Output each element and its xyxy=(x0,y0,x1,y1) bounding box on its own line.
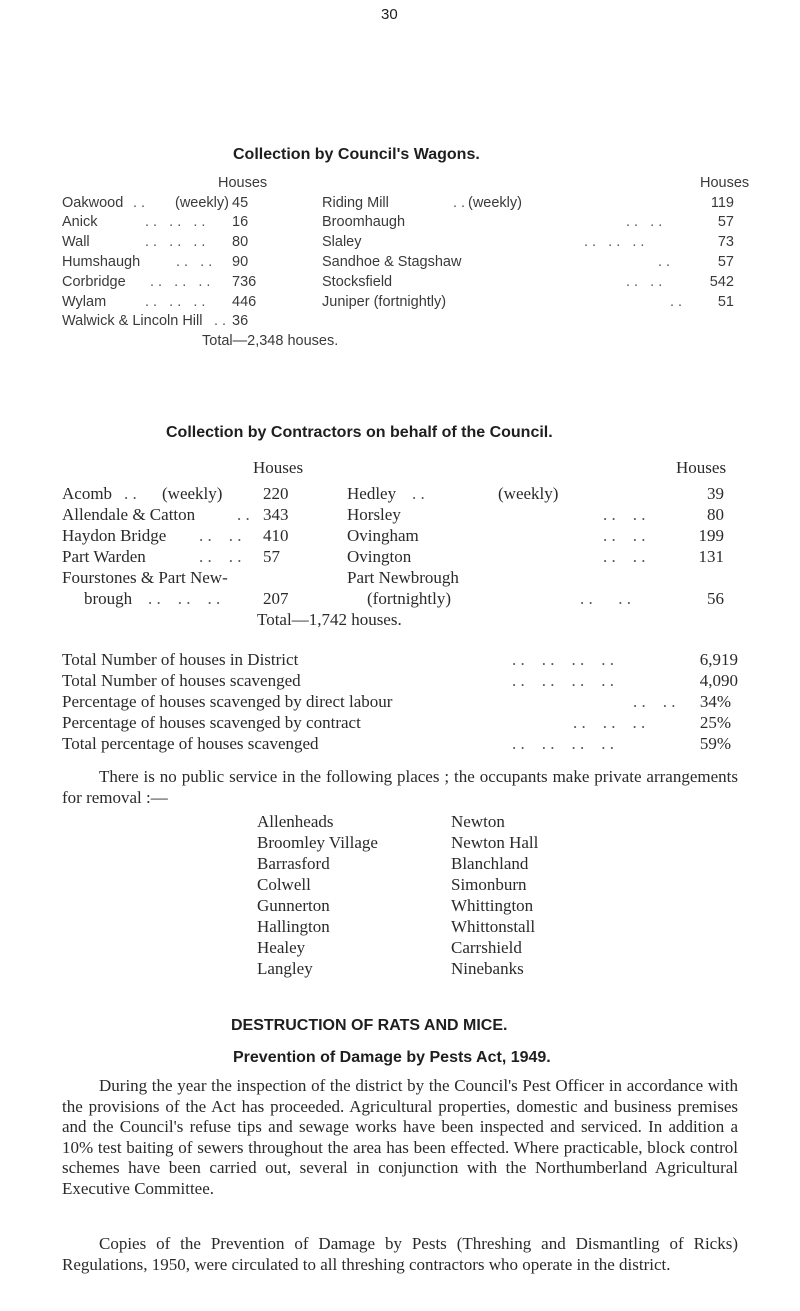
leader-dots: . . xyxy=(237,505,250,524)
list-item-houses: 207 xyxy=(263,589,289,608)
council-wagons-heading: Collection by Council's Wagons. xyxy=(233,146,480,163)
leader-dots: . . xyxy=(658,254,671,270)
no-service-intro: There is no public service in the following places ; the occupants make private arrangements for removal :— xyxy=(62,767,738,807)
council-houses-header-left: Houses xyxy=(218,175,268,191)
summary-value: 4,090 xyxy=(699,671,738,690)
list-item-houses: 410 xyxy=(263,526,289,545)
contractors-heading: Collection by Contractors on behalf of the Council. xyxy=(166,424,553,441)
list-item-name: Anick xyxy=(62,214,98,230)
leader-dots: . . . . . . xyxy=(145,214,206,230)
list-item: Blanchland xyxy=(451,854,529,873)
list-item-houses: 736 xyxy=(232,274,257,290)
list-item-name: Broomhaugh xyxy=(322,214,406,230)
leader-dots: . . xyxy=(214,313,227,329)
list-item: Newton Hall xyxy=(451,833,539,852)
leader-dots: . . . . xyxy=(199,526,242,545)
leader-dots: . . . . . . xyxy=(148,589,221,608)
leader-dots: . . xyxy=(670,294,683,310)
leader-dots: . . xyxy=(412,484,425,503)
list-item-name: Ovington xyxy=(347,547,412,566)
leader-dots: . . . . xyxy=(626,274,663,290)
list-item-houses: 57 xyxy=(717,214,734,230)
list-item-houses: 446 xyxy=(232,294,257,310)
list-item-houses: 542 xyxy=(709,274,734,290)
list-item-name: Acomb xyxy=(62,484,113,503)
leader-dots: . . xyxy=(133,195,146,211)
list-item-houses: 119 xyxy=(710,195,734,211)
leader-dots: . . . . . . . . xyxy=(512,650,614,669)
summary-value: 25% xyxy=(699,713,731,732)
list-item: Whittonstall xyxy=(451,917,536,936)
list-item-houses: 16 xyxy=(232,214,249,230)
leader-dots: . . . . xyxy=(199,547,242,566)
list-item-houses: 73 xyxy=(717,234,734,250)
leader-dots: . . . . xyxy=(626,214,663,230)
list-item: Langley xyxy=(257,959,313,978)
leader-dots: . . xyxy=(453,195,466,211)
list-item-name: Haydon Bridge xyxy=(62,526,167,545)
list-item-houses: 51 xyxy=(717,294,734,310)
contractors-houses-header-left: Houses xyxy=(253,458,304,477)
list-item-name: (fortnightly) xyxy=(367,589,452,608)
list-item-houses: 80 xyxy=(707,505,724,524)
leader-dots: . . . . xyxy=(580,589,631,608)
list-item-name: Allendale & Catton xyxy=(62,505,196,524)
list-item-name: brough xyxy=(84,589,133,608)
leader-dots: . . . . xyxy=(633,692,676,711)
list-item-name: Wylam xyxy=(62,294,107,310)
rats-paragraph-2: Copies of the Prevention of Damage by Pests (Threshing and Dismantling of Ricks) Regulations, 1950, were circulated to all threshing contractors who operate in the district. xyxy=(62,1234,738,1274)
summary-value: 34% xyxy=(699,692,731,711)
list-item-name: Walwick & Lincoln Hill xyxy=(62,313,203,329)
list-item: Simonburn xyxy=(451,875,527,894)
list-item-name: Corbridge xyxy=(62,274,126,290)
list-item-houses: 36 xyxy=(232,313,249,329)
list-item: Whittington xyxy=(451,896,534,915)
summary-label: Percentage of houses scavenged by direct labour xyxy=(62,692,393,711)
leader-dots: . . . . xyxy=(603,547,646,566)
list-item-name: Riding Mill xyxy=(322,195,389,211)
list-item-houses: 56 xyxy=(707,589,724,608)
summary-value: 6,919 xyxy=(699,650,738,669)
list-item-houses: 57 xyxy=(717,254,734,270)
list-item-houses: 45 xyxy=(232,195,249,211)
list-item-name: Humshaugh xyxy=(62,254,141,270)
list-item-name: Horsley xyxy=(347,505,401,524)
list-item-houses: 80 xyxy=(232,234,249,250)
council-houses-header-right: Houses xyxy=(700,175,750,191)
list-item-note: (weekly) xyxy=(498,484,559,503)
rats-heading: DESTRUCTION OF RATS AND MICE. xyxy=(231,1017,508,1034)
summary-label: Total percentage of houses scavenged xyxy=(62,734,319,753)
list-item-houses: 199 xyxy=(698,526,724,545)
list-item: Hallington xyxy=(257,917,330,936)
list-item: Allenheads xyxy=(257,812,334,831)
leader-dots: . . . . xyxy=(176,254,213,270)
leader-dots: . . . . . . xyxy=(573,713,646,732)
list-item-name: Juniper (fortnightly) xyxy=(322,294,447,310)
list-item-name: Ovingham xyxy=(347,526,419,545)
summary-label: Total Number of houses in District xyxy=(62,650,299,669)
contractors-total: Total—1,742 houses. xyxy=(257,610,402,629)
list-item-houses: 39 xyxy=(707,484,724,503)
list-item: Healey xyxy=(257,938,306,957)
list-item: Colwell xyxy=(257,875,311,894)
list-item-note: (weekly) xyxy=(175,195,229,211)
list-item-name: Stocksfield xyxy=(322,274,393,290)
list-item-houses: 220 xyxy=(263,484,289,503)
leader-dots: . . . . xyxy=(603,505,646,524)
summary-value: 59% xyxy=(699,734,731,753)
list-item-houses: 57 xyxy=(263,547,280,566)
rats-paragraph-1: During the year the inspection of the district by the Council's Pest Officer in accordance with the provisions of the Act has proceeded. Agricultural properties, domestic and business premises and the Council's refuse tips and sewage works have been inspected and serviced. In addition a 10% test baiting of sewers throughout the area has been effected. Where practicable, block control schemes have been carried out, several in conjunction with the Northumberland Agricultural Executive Committee. xyxy=(62,1076,738,1198)
leader-dots: . . . . . . xyxy=(145,234,206,250)
leader-dots: . . . . . . . . xyxy=(512,734,614,753)
summary-label: Percentage of houses scavenged by contract xyxy=(62,713,361,732)
list-item-houses: 131 xyxy=(698,547,724,566)
rats-subheading: Prevention of Damage by Pests Act, 1949. xyxy=(233,1049,551,1066)
list-item-name: Fourstones & Part New- xyxy=(62,568,228,587)
summary-label: Total Number of houses scavenged xyxy=(62,671,301,690)
list-item: Gunnerton xyxy=(257,896,330,915)
list-item: Broomley Village xyxy=(257,833,378,852)
leader-dots: . . . . xyxy=(603,526,646,545)
contractors-houses-header-right: Houses xyxy=(676,458,727,477)
list-item-note: (weekly) xyxy=(162,484,223,503)
leader-dots: . . . . . . xyxy=(584,234,645,250)
list-item-name: Oakwood xyxy=(62,195,124,211)
council-total: Total—2,348 houses. xyxy=(202,333,339,349)
list-item-name: Wall xyxy=(62,234,90,250)
leader-dots: . . xyxy=(124,484,137,503)
page-number: 30 xyxy=(381,6,398,23)
list-item: Ninebanks xyxy=(451,959,524,978)
list-item: Barrasford xyxy=(257,854,330,873)
list-item-name: Part Newbrough xyxy=(347,568,459,587)
list-item-houses: 90 xyxy=(232,254,249,270)
list-item-houses: 343 xyxy=(263,505,289,524)
list-item-name: Slaley xyxy=(322,234,362,250)
list-item: Carrshield xyxy=(451,938,522,957)
list-item-name: Sandhoe & Stagshaw xyxy=(322,254,462,270)
leader-dots: . . . . . . . . xyxy=(512,671,614,690)
list-item-name: Part Warden xyxy=(62,547,146,566)
leader-dots: . . . . . . xyxy=(150,274,211,290)
list-item: Newton xyxy=(451,812,505,831)
leader-dots: . . . . . . xyxy=(145,294,206,310)
list-item-name: Hedley xyxy=(347,484,397,503)
list-item-note: (weekly) xyxy=(468,195,522,211)
